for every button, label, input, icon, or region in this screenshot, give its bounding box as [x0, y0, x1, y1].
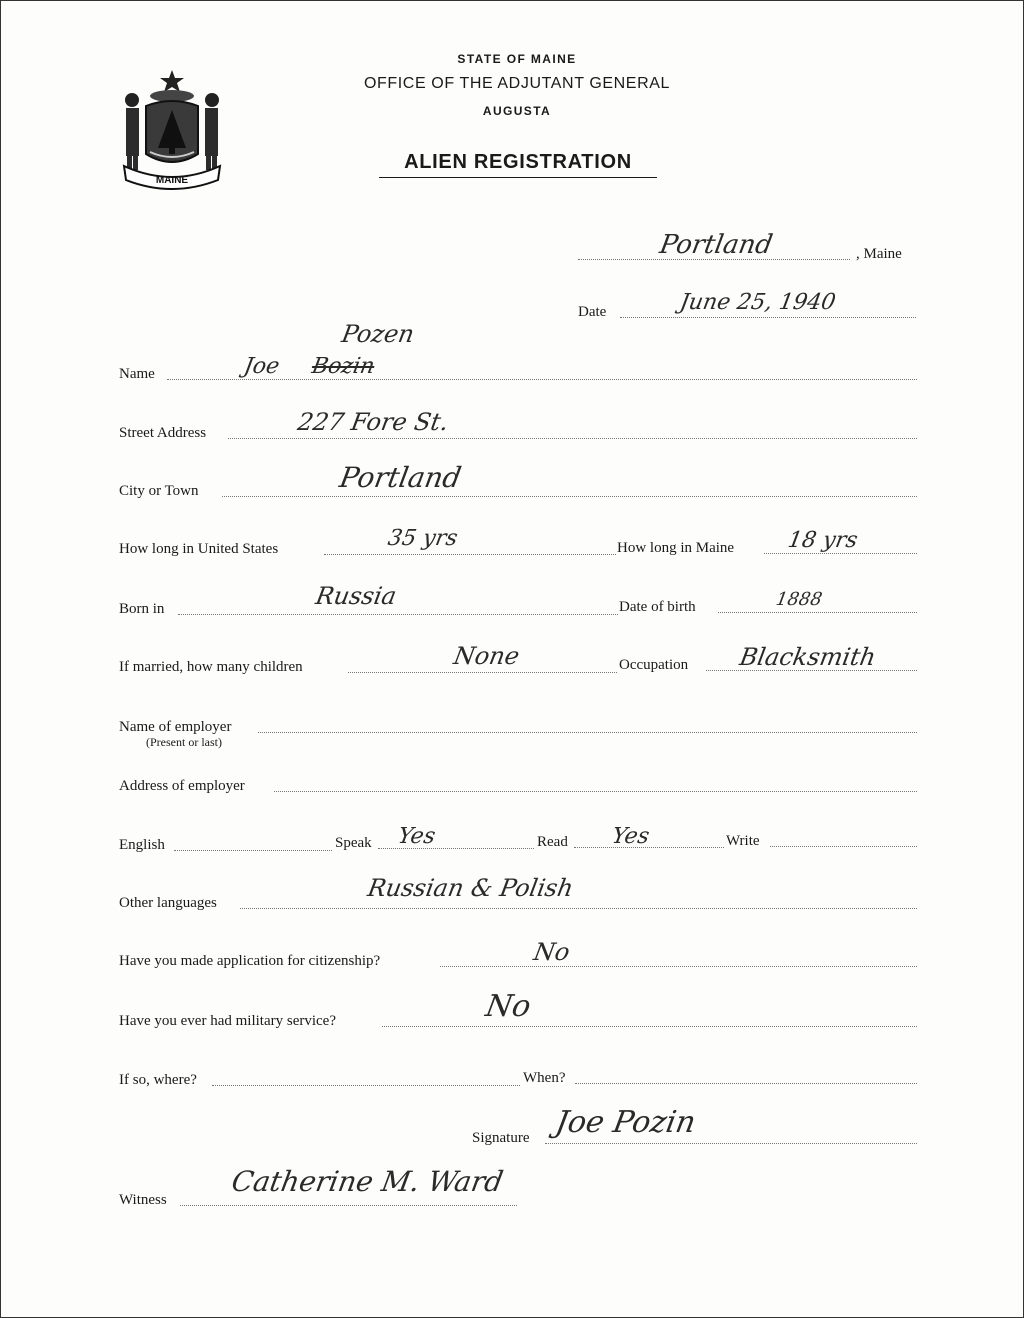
- street-address-value[interactable]: 227 Fore St.: [295, 408, 451, 436]
- when-label: When?: [523, 1070, 566, 1086]
- children-value[interactable]: None: [451, 642, 522, 670]
- read-label: Read: [537, 834, 568, 850]
- name-first[interactable]: Joe: [241, 354, 282, 379]
- witness-value[interactable]: Catherine M. Ward: [229, 1165, 506, 1198]
- citizenship-label: Have you made application for citizenship?: [119, 953, 381, 969]
- when-line: [575, 1083, 917, 1084]
- born-in-label: Born in: [119, 601, 165, 617]
- seal-banner-text: MAINE: [155, 175, 189, 186]
- occupation-label: Occupation: [619, 657, 689, 673]
- how-long-maine-value[interactable]: 18 yrs: [785, 528, 860, 553]
- married-children-line: [348, 672, 617, 673]
- witness-line: [180, 1205, 517, 1206]
- employer-name-note: (Present or last): [146, 735, 222, 749]
- english-line: [174, 850, 332, 851]
- name-label: Name: [119, 366, 155, 382]
- english-label: English: [119, 837, 165, 853]
- born-in-value[interactable]: Russia: [313, 582, 399, 610]
- date-of-birth-line: [718, 612, 917, 613]
- header-state: STATE OF MAINE: [457, 52, 577, 66]
- signature-label: Signature: [472, 1130, 530, 1146]
- place-value[interactable]: Portland: [657, 230, 775, 260]
- citizenship-value[interactable]: No: [531, 938, 572, 966]
- city-line: [222, 496, 917, 497]
- military-value[interactable]: No: [483, 989, 534, 1024]
- name-struck: Bozin: [309, 354, 377, 379]
- other-languages-value[interactable]: Russian & Polish: [365, 874, 576, 902]
- where-line: [212, 1085, 520, 1086]
- born-in-line: [178, 614, 618, 615]
- date-label: Date: [578, 304, 607, 320]
- city-label: City or Town: [119, 483, 199, 499]
- witness-label: Witness: [119, 1192, 167, 1208]
- employer-address-label: Address of employer: [119, 778, 245, 794]
- speak-value[interactable]: Yes: [395, 824, 438, 849]
- read-value[interactable]: Yes: [609, 824, 652, 849]
- signature-value[interactable]: Joe Pozin: [553, 1105, 699, 1140]
- signature-line: [545, 1143, 917, 1144]
- name-correction: Pozen: [339, 320, 417, 348]
- other-languages-label: Other languages: [119, 895, 217, 911]
- military-label: Have you ever had military service?: [119, 1013, 336, 1029]
- header-city: AUGUSTA: [482, 104, 552, 118]
- read-line: [574, 847, 724, 848]
- citizenship-line: [440, 966, 917, 967]
- date-line: [620, 317, 916, 318]
- header-office: OFFICE OF THE ADJUTANT GENERAL: [363, 75, 671, 92]
- other-languages-line: [240, 908, 917, 909]
- how-long-us-line: [324, 554, 616, 555]
- form-title: ALIEN REGISTRATION: [379, 151, 657, 178]
- speak-label: Speak: [335, 835, 372, 851]
- maine-label: , Maine: [856, 246, 902, 262]
- employer-name-line: [258, 732, 917, 733]
- street-address-label: Street Address: [119, 425, 207, 441]
- city-value[interactable]: Portland: [337, 461, 464, 494]
- employer-address-line: [274, 791, 917, 792]
- where-label: If so, where?: [119, 1072, 197, 1088]
- date-value[interactable]: June 25, 1940: [677, 290, 838, 315]
- write-line: [770, 846, 917, 847]
- date-of-birth-value[interactable]: 1888: [774, 589, 824, 610]
- how-long-maine-label: How long in Maine: [617, 540, 735, 556]
- write-label: Write: [726, 833, 760, 849]
- date-of-birth-label: Date of birth: [619, 599, 696, 615]
- street-address-line: [228, 438, 917, 439]
- occupation-value[interactable]: Blacksmith: [737, 643, 878, 671]
- married-children-label: If married, how many children: [119, 659, 303, 675]
- military-line: [382, 1026, 917, 1027]
- how-long-us-value[interactable]: 35 yrs: [385, 526, 460, 551]
- how-long-maine-line: [764, 553, 917, 554]
- name-line: [167, 379, 917, 380]
- employer-name-label: Name of employer: [119, 719, 232, 735]
- how-long-us-label: How long in United States: [119, 541, 279, 557]
